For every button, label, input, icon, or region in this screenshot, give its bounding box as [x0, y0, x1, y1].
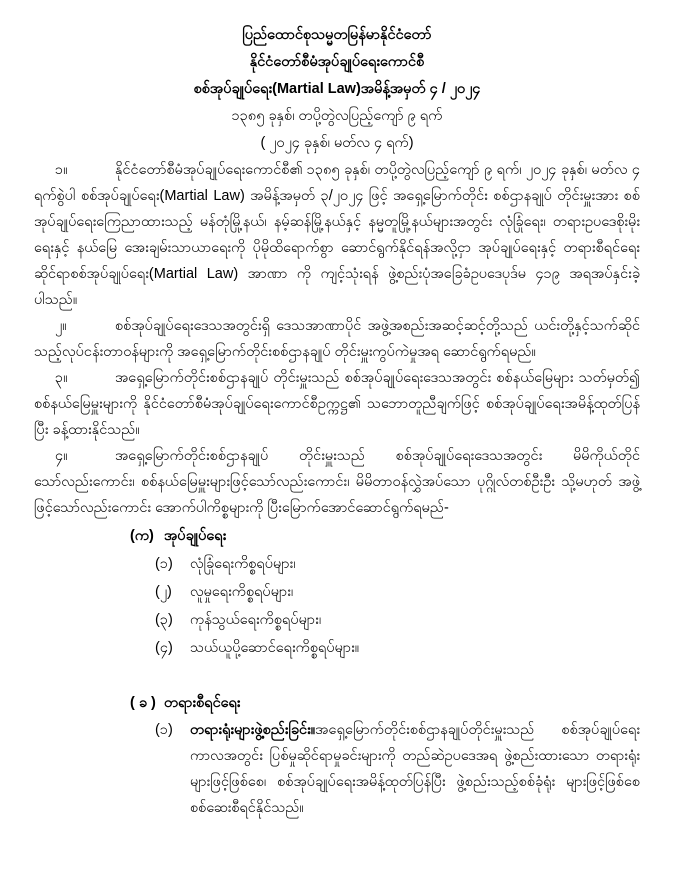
- paragraph-3-text: အရှေ့မြောက်တိုင်းစစ်ဌာနချုပ် တိုင်းမှူးသည် စစ်အုပ်ချုပ်ရေးဒေသအတွင်း စစ်နယ်မြေများ သတ်မှတ်၍ စစ်နယ်မြေမှူးများကို နိုင်ငံတော်စီမံအုပ်ချုပ်ရေးကောင်စီဥက္ကဋ္ဌ၏ သဘောတူညီချက်ဖြင့် စစ်အုပ်ချုပ်ရေးအမိန့်ထုတ်ပြန်ပြီး ခန့်ထားနိုင်သည်။: [34, 370, 640, 438]
- paragraph-2: [34, 313, 640, 365]
- paragraph-4-text: အရှေ့မြောက်တိုင်းစစ်ဌာနချုပ် တိုင်းမှူးသည် စစ်အုပ်ချုပ်ရေးဒေသအတွင်း မိမိကိုယ်တိုင် သော်လည်းကောင်း၊ စစ်နယ်မြေမှူးများဖြင့်သော်လည်းကောင်း၊ မိမိတာဝန်လွှဲအပ်သော ပုဂ္ဂိုလ်တစ်ဦးဦး သို့မဟုတ် အဖွဲ့ဖြင့်သော်လည်းကောင်း အောက်ပါကိစ္စများကို ပြီးမြောက်အောင်ဆောင်ရွက်ရမည်-: [34, 448, 640, 516]
- b-item-1-lead: တရားရုံးများဖွဲ့စည်းခြင်း။: [190, 722, 316, 738]
- section-b-heading: [130, 690, 640, 717]
- b-item-1-body: [190, 717, 640, 821]
- section-a-heading: [130, 523, 640, 550]
- country-title: ပြည်ထောင်စုသမ္မတမြန်မာနိုင်ငံတော်: [242, 27, 432, 43]
- paragraph-1: [34, 157, 640, 313]
- document-header: [34, 22, 640, 157]
- section-administration: [34, 523, 640, 662]
- b-item-1-text: အရှေ့မြောက်တိုင်းစစ်ဌာနချုပ်တိုင်းမှူးသည် စစ်အုပ်ချုပ်ရေး ကာလအတွင်း ပြစ်မှုဆိုင်ရာမှုခင်းများကို တည်ဆဲဥပဒေအရ ဖွဲ့စည်းထားသော တရားရုံးများဖြင့်ဖြစ်စေ၊ စစ်အုပ်ချုပ်ရေးအမိန့်ထုတ်ပြန်ပြီး ဖွဲ့စည်းသည့်စစ်ခုံရုံး များဖြင့်ဖြစ်စေ စစ်ဆေးစီရင်နိုင်သည်။: [190, 722, 640, 816]
- list-item-2-number: (၂): [155, 584, 172, 600]
- list-item-2-text: လူမှုရေးကိစ္စရပ်များ၊: [190, 584, 294, 600]
- list-item-1-text: လုံခြုံရေးကိစ္စရပ်များ၊: [190, 556, 296, 572]
- list-item-3-number: (၃): [155, 612, 173, 628]
- paragraph-4: [34, 443, 640, 521]
- b-item-1-number: (၁): [155, 722, 173, 738]
- list-item-trade: [155, 606, 640, 634]
- list-item-transport: [155, 634, 640, 662]
- paragraph-3: [34, 365, 640, 443]
- list-item-3-text: ကုန်သွယ်ရေးကိစ္စရပ်များ၊: [190, 612, 322, 628]
- date-myanmar-calendar: ၁၃၈၅ ခုနှစ်၊ တပို့တွဲလပြည့်ကျော် ၉ ရက်: [231, 108, 443, 124]
- order-title: စစ်အုပ်ချုပ်ရေး(Martial Law)အမိန့်အမှတ် ၄ / ၂၀၂၄: [193, 81, 481, 97]
- date-gregorian-calendar: ( ၂၀၂၄ ခုနှစ်၊ မတ်လ ၄ ရက်): [260, 135, 414, 151]
- paragraph-1-text: နိုင်ငံတော်စီမံအုပ်ချုပ်ရေးကောင်စီ၏ ၁၃၈၅ ခုနှစ်၊ တပို့တွဲလပြည့်ကျော် ၉ ရက်၊ ၂၀၂၄ ခုနှစ်၊ မတ်လ ၄ ရက်စွဲပါ စစ်အုပ်ချုပ်ရေး(Martial Law) အမိန့်အမှတ် ၃/၂၀၂၄ ဖြင့် အရှေ့မြောက်တိုင်း စစ်ဌာနချုပ် တိုင်းမှူးအား စစ်အုပ်ချုပ်ရေးကြေညာထားသည့် မန်တုံမြို့နယ်၊ နမ့်ဆန်မြို့နယ်နှင့် နမ္မတူမြို့နယ်များအတွင်း လုံခြုံရေး၊ တရားဥပဒေစိုးမိုးရေးနှင့် နယ်မြေ အေးချမ်းသာယာရေးကို ပိုမိုထိရောက်စွာ ဆောင်ရွက်နိုင်ရန်အလို့ငှာ အုပ်ချုပ်ရေးနှင့် တရားစီရင်ရေးဆိုင်ရာစစ်အုပ်ချုပ်ရေး(Martial Law) အာဏာ ကို ကျင့်သုံးရန် ဖွဲ့စည်းပုံအခြေခံဥပဒေပုဒ်မ ၄၁၉ အရအပ်နှင်းခဲ့ပါသည်။: [34, 162, 640, 308]
- section-b-title: တရားစီရင်ရေး: [164, 695, 241, 711]
- list-item-security: [155, 550, 640, 578]
- paragraph-2-text: စစ်အုပ်ချုပ်ရေးဒေသအတွင်းရှိ ဒေသအာဏာပိုင် အဖွဲ့အစည်းအဆင့်ဆင့်တို့သည် ယင်းတို့နှင့်သက်ဆိုင်သည့်လုပ်ငန်းတာဝန်များကို အရှေ့မြောက်တိုင်းစစ်ဌာနချုပ် တိုင်းမှူးကွပ်ကဲမှုအရ ဆောင်ရွက်ရမည်။: [34, 318, 640, 360]
- list-item-social: [155, 578, 640, 606]
- section-a-label: (က): [130, 528, 154, 544]
- list-item-4-number: (၄): [155, 640, 173, 656]
- council-title: နိုင်ငံတော်စီမံအုပ်ချုပ်ရေးကောင်စီ: [249, 54, 425, 70]
- section-a-title: အုပ်ချုပ်ရေး: [164, 528, 227, 544]
- section-judiciary: [34, 690, 640, 821]
- list-item-4-text: သယ်ယူပို့ဆောင်ရေးကိစ္စရပ်များ။: [190, 640, 360, 656]
- paragraph-3-number: ၃။: [55, 370, 68, 386]
- section-b-label: ( ခ ): [130, 695, 156, 711]
- paragraph-4-number: ၄။: [55, 448, 68, 464]
- paragraph-1-number: ၁။: [55, 162, 68, 178]
- list-item-courts-formation: [155, 717, 640, 821]
- paragraph-2-number: ၂။: [55, 318, 67, 334]
- list-item-1-number: (၁): [155, 556, 173, 572]
